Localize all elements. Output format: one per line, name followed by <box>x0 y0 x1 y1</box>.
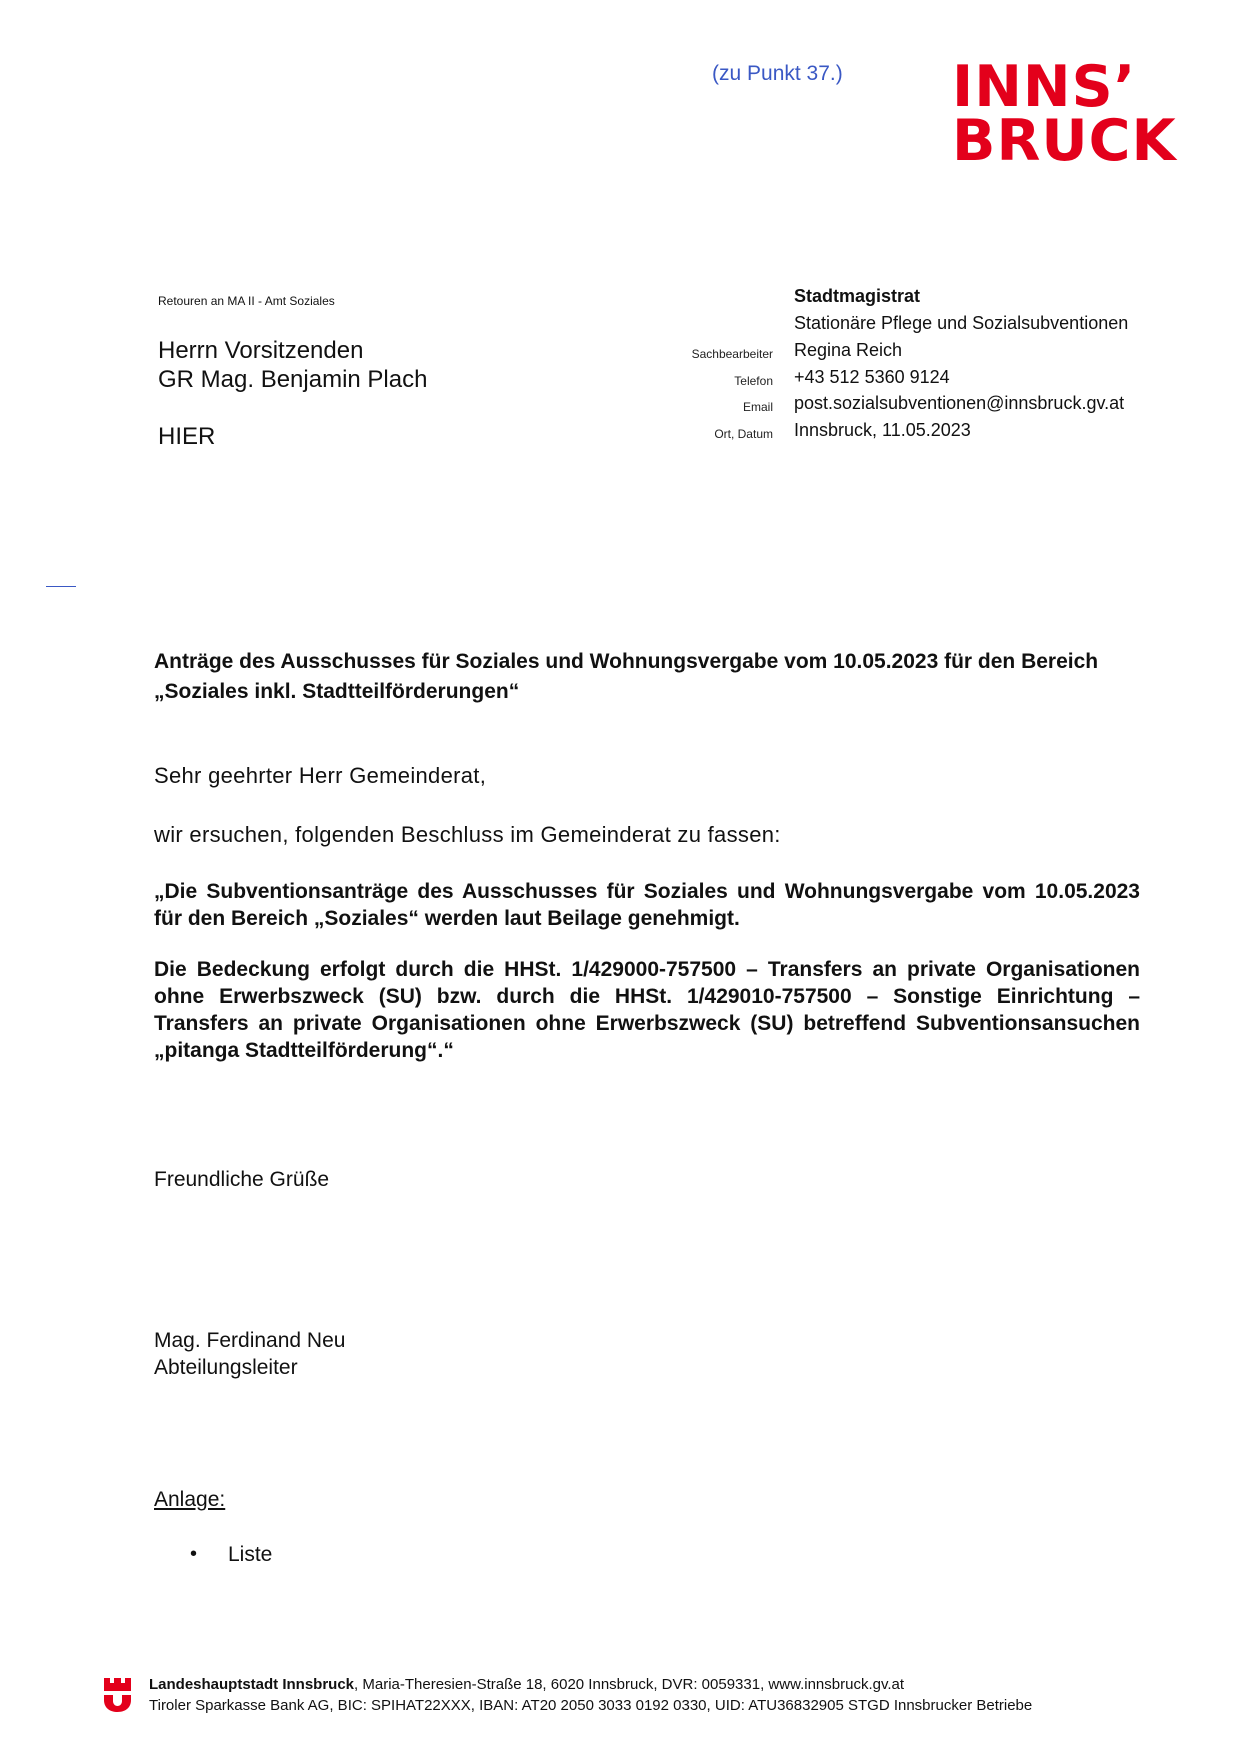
recipient-line-1: Herrn Vorsitzenden <box>158 337 364 364</box>
footer-org-name: Landeshauptstadt Innsbruck <box>149 1676 355 1693</box>
closing: Freundliche Grüße <box>154 1168 330 1191</box>
recipient-spacer <box>158 394 427 422</box>
clerk-label: Sachbearbeiter <box>691 347 773 361</box>
logo-line-1: INNS’ <box>952 54 1137 120</box>
agenda-reference: (zu Punkt 37.) <box>712 62 843 85</box>
phone-value: +43 512 5360 9124 <box>794 367 950 387</box>
signature-title: Abteilungsleiter <box>154 1356 298 1379</box>
city-emblem-icon <box>104 1678 131 1712</box>
footer-address: , Maria-Theresien-Straße 18, 6020 Innsbruck, DVR: 0059331, www.innsbruck.gv.at <box>354 1676 905 1693</box>
footer-line-1 <box>149 1676 904 1693</box>
signature-name: Mag. Ferdinand Neu <box>154 1329 346 1352</box>
coverage-text: Die Bedeckung erfolgt durch die HHSt. 1/429000-757500 – Transfers an private Organisationen ohne Erwerbszweck (SU) bzw. durch die HHSt. 1/429010-757500 – Sonstige Einrichtung – Transfers an private Organisationen ohne Erwerbszweck (SU) betreffend Subventionsansuchen „pitanga Stadtteilförderung“.“ <box>154 958 1140 1062</box>
phone-label: Telefon <box>734 374 773 388</box>
return-address: Retouren an MA II - Amt Soziales <box>158 294 335 308</box>
innsbruck-logo <box>952 54 1192 174</box>
margin-mark <box>46 586 76 587</box>
footer-line-2: Tiroler Sparkasse Bank AG, BIC: SPIHAT22XXX, IBAN: AT20 2050 3033 0192 0330, UID: ATU36832905 STGD Innsbrucker Betriebe <box>149 1697 1033 1714</box>
sender-organization: Stadtmagistrat <box>794 286 921 306</box>
attachment-list <box>190 1543 272 1567</box>
date-value: Innsbruck, 11.05.2023 <box>794 420 971 440</box>
resolution-text: „Die Subventionsanträge des Ausschusses für Soziales und Wohnungsvergabe vom 10.05.2023 für den Bereich „Soziales“ werden laut Beilage genehmigt. <box>154 880 1140 930</box>
email-label: Email <box>742 400 773 414</box>
intro-text: wir ersuchen, folgenden Beschluss im Gemeinderat zu fassen: <box>154 822 781 847</box>
clerk-value: Regina Reich <box>794 340 903 360</box>
logo-line-2: BRUCK <box>952 108 1177 174</box>
recipient-address <box>158 336 427 451</box>
sender-department: Stationäre Pflege und Sozialsubventionen <box>794 313 1129 333</box>
attachment-label: Anlage: <box>154 1488 226 1511</box>
email-value: post.sozialsubventionen@innsbruck.gv.at <box>794 393 1125 413</box>
recipient-line-2: GR Mag. Benjamin Plach <box>158 366 428 393</box>
subject-line: Anträge des Ausschusses für Soziales und Wohnungsvergabe vom 10.05.2023 für den Bereich „Soziales inkl. Stadtteilförderungen“ <box>154 650 1099 703</box>
recipient-line-3: HIER <box>158 423 216 450</box>
list-item: • Liste <box>190 1543 272 1567</box>
date-label: Ort, Datum <box>714 427 773 441</box>
salutation: Sehr geehrter Herr Gemeinderat, <box>154 763 487 788</box>
